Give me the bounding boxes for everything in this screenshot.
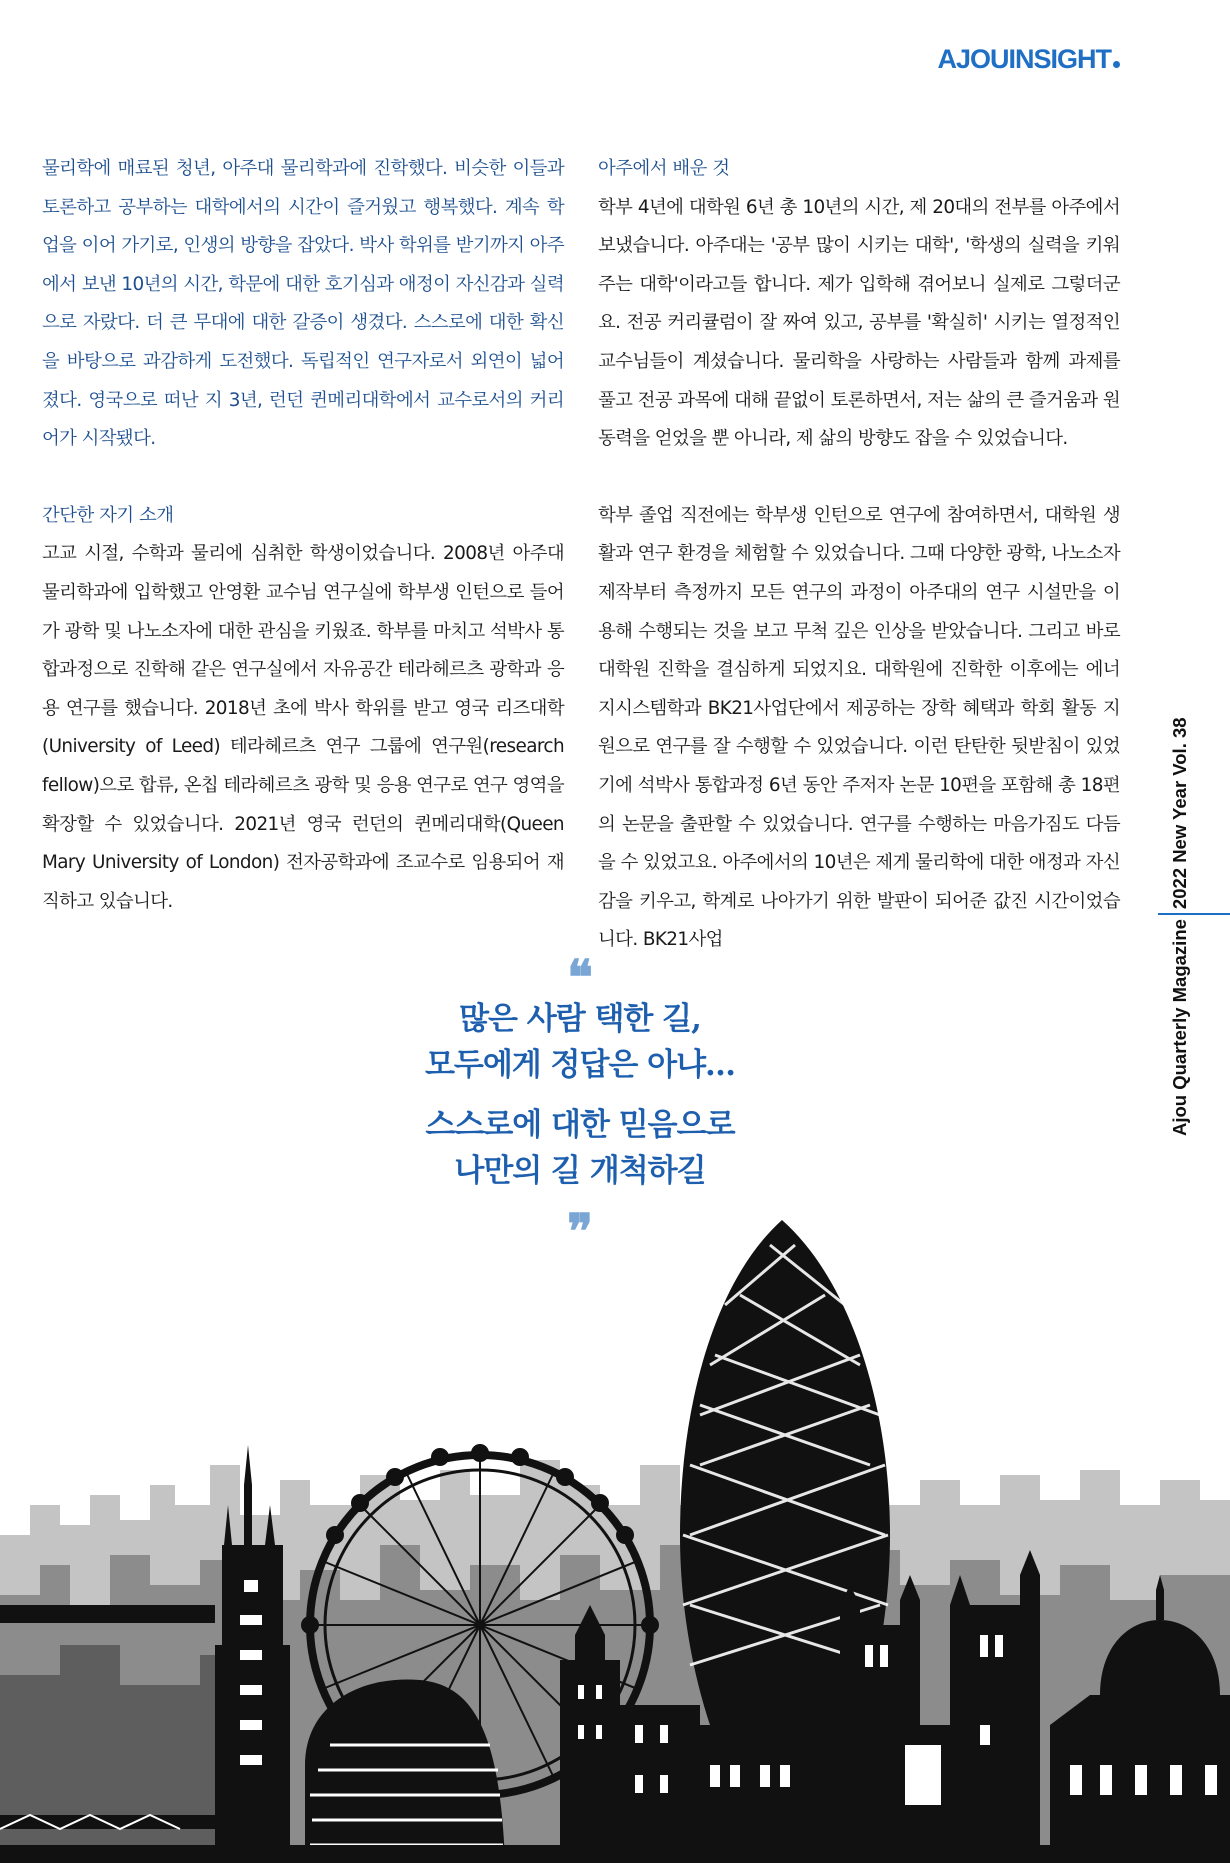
section-heading-self-intro: 간단한 자기 소개 [42,504,174,526]
quote-line-4: 나만의 길 개척하길 [454,1153,706,1189]
side-caption [1158,717,1202,1136]
right-column [598,150,1120,960]
quote-line-1: 많은 사람 택한 길, [459,1001,701,1037]
issue-label: 2022 New Year Vol. 38 [1169,717,1190,910]
close-quote-icon: ❞ [567,1204,593,1260]
learned-paragraph-2: 학부 졸업 직전에는 학부생 인턴으로 연구에 참여하면서, 대학원 생활과 연구 환경을 체험할 수 있었습니다. 그때 다양한 광학, 나노소자 제작부터 측정까지 모든 연구의 과정이 아주대의 연구 시설만을 이용해 수행되는 것을 보고 무척 깊은 인상을 받았습니다. 그리고 바로 대학원 진학을 결심하게 되었지요. 대학원에 진학한 이후에는 에너지시스템학과 BK21사업단에서 제공하는 장학 혜택과 학회 활동 지원으로 연구를 잘 수행할 수 있었습니다. 이런 탄탄한 뒷받침이 있었기에 석박사 통합과정 6년 동안 주저자 논문 10편을 포함해 총 18편의 논문을 출판할 수 있었습니다. 연구를 수행하는 마음가짐도 다듬을 수 있었고요. 아주에서의 10년은 제게 물리학에 대한 애정과 자신감을 키우고, 학계로 나아가기 위한 발판이 되어준 값진 시간이었습니다. BK21사업 [598,504,1120,951]
side-accent-line [1158,913,1230,915]
left-column [42,150,564,921]
logo-text: AJOUINSIGHT [937,44,1111,74]
magazine-name: Ajou Quarterly Magazine [1169,919,1190,1136]
self-intro-paragraph: 고교 시절, 수학과 물리에 심취한 학생이었습니다. 2008년 아주대 물리학과에 입학했고 안영환 교수님 연구실에 학부생 인턴으로 들어가 광학 및 나노소자에 대한 관심을 키웠죠. 학부를 마치고 석박사 통합과정으로 진학해 같은 연구실에서 자유공간 테라헤르츠 광학과 응용 연구를 했습니다. 2018년 초에 박사 학위를 받고 영국 리즈대학(University of Leed) 테라헤르츠 연구 그룹에 연구원(research fellow)으로 합류, 온칩 테라헤르츠 광학 및 응용 연구로 연구 영역을 확장할 수 있었습니다. 2021년 영국 런던의 퀸메리대학(Queen Mary University of London) 전자공학과에 조교수로 임용되어 재직하고 있습니다. [42,543,564,912]
learned-paragraph-1: 학부 4년에 대학원 6년 총 10년의 시간, 제 20대의 전부를 아주에서 보냈습니다. 아주대는 '공부 많이 시키는 대학', '학생의 실력을 키워주는 대학'이라고들 합니다. 제가 입학해 겪어보니 실제로 그렇더군요. 전공 커리큘럼이 잘 짜여 있고, 공부를 '확실히' 시키는 열정적인 교수님들이 계셨습니다. 물리학을 사랑하는 사람들과 함께 과제를 풀고 전공 과목에 대해 끝없이 토론하면서, 저는 삶의 큰 즐거움과 원동력을 얻었을 뿐 아니라, 제 삶의 방향도 잡을 수 있었습니다. [598,196,1120,450]
intro-paragraph: 물리학에 매료된 청년, 아주대 물리학과에 진학했다. 비슷한 이들과 토론하고 공부하는 대학에서의 시간이 즐거웠고 행복했다. 계속 학업을 이어 가기로, 인생의 방향을 잡았다. 박사 학위를 받기까지 아주에서 보낸 10년의 시간, 학문에 대한 호기심과 애정이 자신감과 실력으로 자랐다. 더 큰 무대에 대한 갈증이 생겼다. 스스로에 대한 확신을 바탕으로 과감하게 도전했다. 독립적인 연구자로서 외연이 넓어졌다. 영국으로 떠난 지 3년, 런던 퀸메리대학에서 교수로서의 커리어가 시작됐다. [42,158,564,450]
london-skyline-illustration [0,1205,1230,1863]
pull-quote [300,996,860,1194]
brand-logo [937,44,1120,75]
open-quote-icon: ❝ [567,950,593,1006]
logo-dot [1113,61,1120,68]
quote-line-2: 모두에게 정답은 아냐… [424,1047,736,1083]
section-heading-learned: 아주에서 배운 것 [598,158,730,179]
quote-line-3: 스스로에 대한 믿음으로 [425,1107,735,1143]
